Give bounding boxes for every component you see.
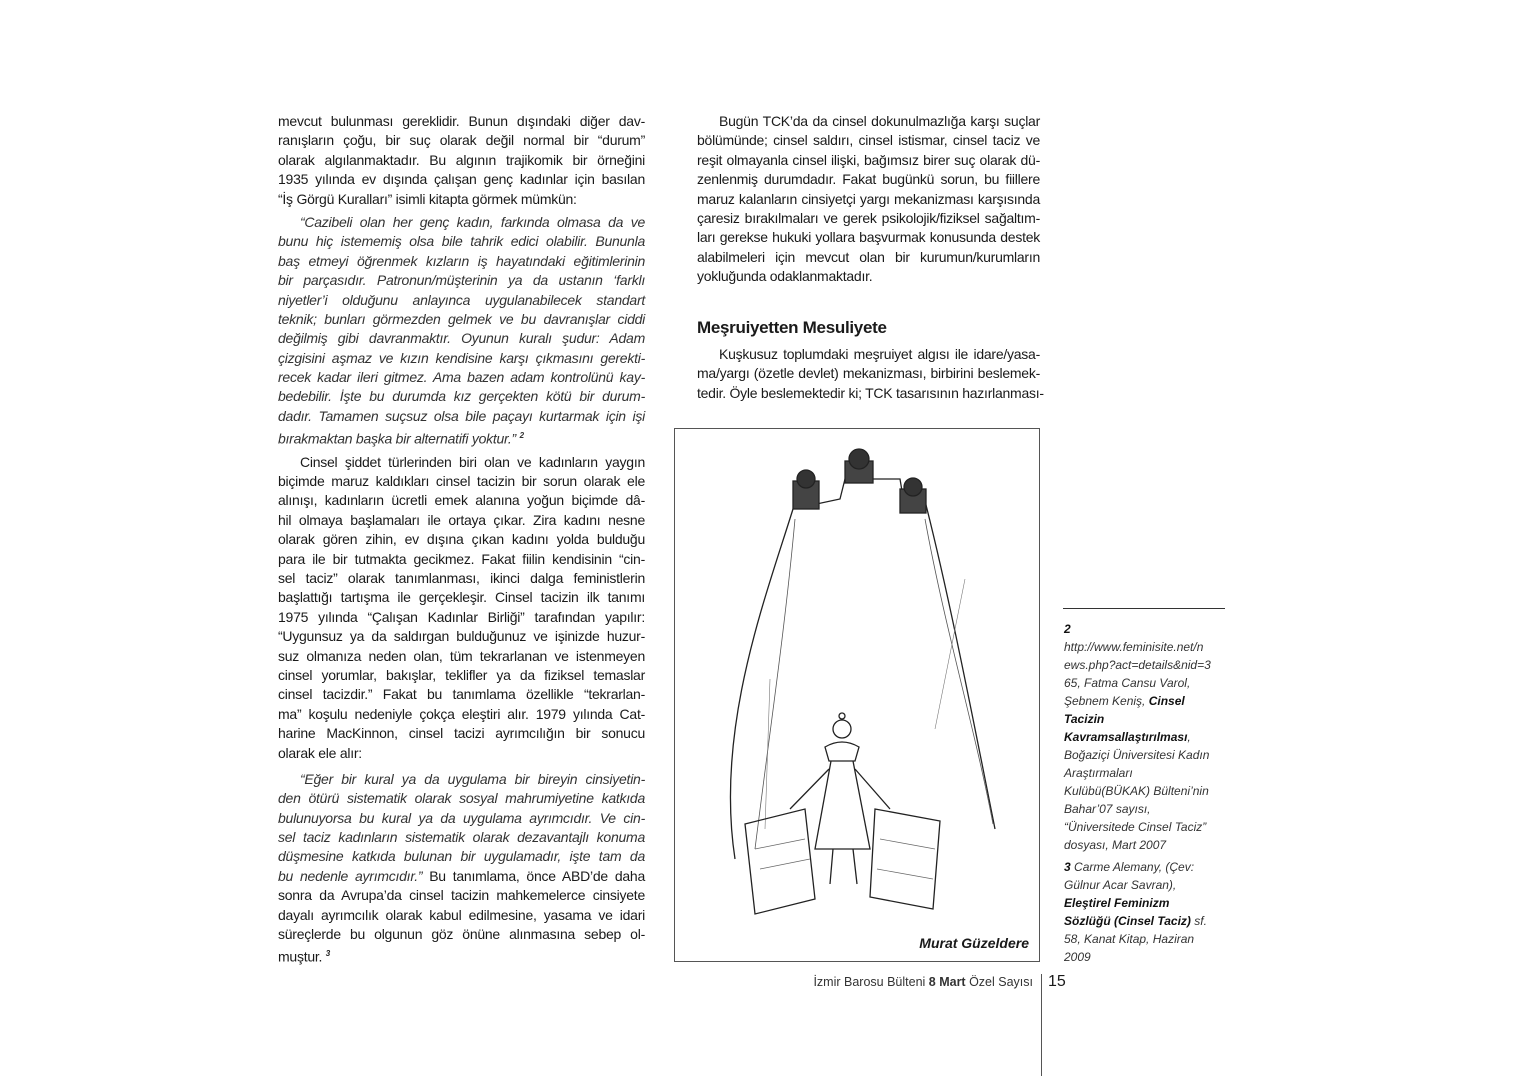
footnote-line: ews.php?act=details&nid=3 [1064, 658, 1211, 672]
cartoon-drawing [675, 429, 1039, 961]
footnote-line: http://www.feminisite.net/n [1064, 640, 1204, 654]
text-line: cinsel tacizdir.” Fakat bu tanımlama özellikle “tekrarlan- [278, 686, 645, 703]
text-line: ma” koşulu nedeniyle çokça eleştiri alır. 1979 yılında Cat- [278, 705, 645, 722]
text-line: bedebilir. İşte bu durumda kız gerçekten kötü bir durum- [278, 388, 645, 405]
text-line: olarak ele alır: [278, 744, 362, 761]
judge-figure-left [793, 470, 819, 509]
footnote-line: Gülnur Acar Savran), [1064, 878, 1177, 892]
paragraph [278, 453, 645, 763]
text-line: niyetler’i olduğunu anlayınca uygulanabilecek standart [278, 291, 645, 308]
text-line: Kuşkusuz toplumdaki meşruiyet algısı ile idare/yasa- [719, 346, 1040, 362]
quote-end-line [278, 867, 645, 886]
text: Cinsel [1148, 694, 1185, 708]
text-line: çaresiz bırakılmaları ve gerek psikolojik/fiziksel sağaltım- [697, 209, 1040, 226]
text-line: bunu hiç istememiş olsa bile tahrik edici olabilir. Bununla [278, 233, 645, 250]
right-column-continued [697, 345, 1044, 403]
wall-right [870, 809, 940, 909]
text-line: ları gerekse hukuki yollara başvurmak konusunda destek [697, 229, 1040, 246]
text-line: “Eğer bir kural ya da uygulama bir bireyin cinsiyetin- [300, 770, 645, 787]
left-column [278, 112, 645, 964]
page-number: 15 [1048, 973, 1066, 990]
wall-left [745, 809, 815, 914]
text-line: maruz kalanların cinsiyetçi yargı mekanizması karşısında [697, 190, 1040, 207]
text: Özel Sayısı [965, 975, 1033, 989]
text-line: cinsel yorumlar, bakışlar, teklifler ya da fiziksel temaslar [278, 666, 645, 683]
section-heading: Meşruiyetten Mesuliyete [697, 318, 887, 337]
text: , [1187, 730, 1191, 744]
text-line: para ile bir tutmakta gecikmez. Fakat fiilin kendisinin “cin- [278, 550, 645, 567]
footnotes [1064, 620, 1234, 966]
footnote-line [1064, 912, 1234, 930]
text-line: alabilmeleri için mevcut olan bir kurumun/kurumların [697, 248, 1040, 265]
text-line: değilmiş gibi davranmaktır. Oyunun kuralı şudur: Adam [278, 330, 645, 347]
cartoon-illustration [674, 428, 1040, 962]
footer-divider [1041, 974, 1042, 1076]
text-line: tedir. Öyle beslemektedir ki; TCK tasarısının hazırlanması- [697, 384, 1044, 401]
footnote-line: Boğaziçi Üniversitesi Kadın [1064, 748, 1210, 762]
footnote-number: 3 [1064, 860, 1071, 874]
text-line: sel taciz kadınların sistematik olarak dezavantajlı konuma [278, 829, 645, 846]
mountain-outline [730, 479, 995, 859]
text-line: baş etmeyi öğrenmek kızların iş hayatındaki eğitimlerinin [278, 252, 645, 269]
footnote-line: Bahar’07 sayısı, [1064, 802, 1151, 816]
text-line: teknik; bunları görmezden gelmek ve bu davranışlar ciddi [278, 310, 645, 327]
text-line: suz olmanıza neden olan, tüm tekrarlanan ve istenmeyen [278, 647, 645, 664]
footnote-line: Araştırmaları [1064, 766, 1133, 780]
cartoon-credit: Murat Güzeldere [919, 935, 1029, 951]
text-line: ranışların çoğu, bir suç olarak değil normal bir “durum” [278, 132, 645, 149]
footnote-line [1064, 858, 1234, 876]
woman-figure [790, 713, 890, 884]
text-line: dayalı ayrımcılık olarak kabul edilmesine, yasama ve idari [278, 906, 645, 923]
footnote-line: Kavramsallaştırılması [1064, 730, 1188, 744]
text-line: bulunuyorsa bu kural ya da uygulama ayrımcıdır. Ve cin- [278, 809, 645, 826]
footnote-line: 2009 [1064, 950, 1091, 964]
text-line: bölümünde; cinsel saldırı, cinsel istismar, cinsel taciz ve [697, 132, 1040, 149]
text-line: “Cazibeli olan her genç kadın, farkında olmasa da ve [300, 213, 645, 230]
text-line: 1935 yılında ev dışında çalışan genç kadınlar için basılan [278, 171, 645, 188]
text-line: recek kadar ileri gitmez. Ama bazen adam kontrolünü kay- [278, 369, 645, 386]
text: sf. [1190, 914, 1207, 928]
footnote-divider [1063, 608, 1225, 609]
footnote-line [1064, 692, 1234, 710]
text-line: ma/yargı (özetle devlet) mekanizması, birbirini beslemek- [697, 365, 1040, 382]
footnote-reference[interactable]: 2 [519, 431, 524, 441]
quote-text: bu nedenle ayrımcıdır.” [278, 867, 423, 884]
footnote-line: 65, Fatma Cansu Varol, [1064, 676, 1191, 690]
text-line: hil olmaya başlamaları ile ortaya çıkar. Zira kadını nesne [278, 511, 645, 528]
text: Şebnem Keniş, [1064, 694, 1149, 708]
text: Bu tanımlama, önce ABD’de daha [422, 867, 645, 884]
paragraph [697, 112, 1040, 287]
text-line: zenlenmiş durumdadır. Fakat bugünkü sorun, bu fiillere [697, 171, 1040, 188]
text-line: mevcut bulunması gereklidir. Bunun dışındaki diğer dav- [278, 113, 645, 129]
judge-figure-center [845, 449, 873, 483]
text-line: olarak algılanmaktadır. Bu algının trajikomik bir örneğini [278, 151, 645, 168]
text: Sözlüğü (Cinsel Taciz) [1064, 914, 1191, 928]
text-line: olarak gören zihin, ev dışına çıkan kadını yolda bulduğu [278, 531, 645, 548]
footer-publication [813, 975, 1033, 989]
quote-block [278, 770, 645, 867]
text-line: biçimde maruz kaldıkları cinsel tacizin bir sorun olarak ele [278, 473, 645, 490]
text: Carme Alemany, (Çev: [1070, 860, 1195, 874]
footnote-line: 58, Kanat Kitap, Haziran [1064, 932, 1195, 946]
judge-figure-right [900, 478, 926, 513]
text-line: Cinsel şiddet türlerinden biri olan ve kadınların yaygın [300, 453, 645, 470]
text-line: düşmesine katkıda bulunan bir uygulamadır, işte tam da [278, 848, 645, 865]
text-line: süreçlerde bu olgunun göz önüne alınmasına sebep ol- [278, 926, 645, 943]
text: 8 Mart [928, 975, 966, 989]
footnote-line: dosyası, Mart 2007 [1064, 838, 1167, 852]
text-line: çizgisini aşmaz ve kızın kendisine karşı çıkmasını gerekti- [278, 349, 645, 366]
text-line: yokluğunda odaklanmaktadır. [697, 268, 873, 285]
text-line: “İş Görgü Kuralları” isimli kitapta görmek mümkün: [278, 190, 577, 207]
text-line: reşit olmayanla cinsel ilişki, bağımsız birer suç olarak dü- [697, 151, 1040, 168]
paragraph [278, 886, 645, 964]
text-line: harine MacKinnon, cinsel tacizi ayrımcılığın bir sonucu [278, 725, 645, 742]
text-line: başlattığı tartışma ile gerçekleşir. Cinsel tacizin ilk tanımı [278, 589, 645, 606]
text-line: alınışı, kadınların ücretli emek alanına yoğun biçimde dâ- [278, 492, 645, 509]
footnote-line: Eleştirel Feminizm [1064, 896, 1170, 910]
footnote-reference[interactable]: 3 [325, 949, 330, 959]
text-line: “Uygunsuz ya da saldırgan bulduğunuz ve işinizde huzur- [278, 628, 645, 645]
footnote-line: “Üniversitede Cinsel Taciz” [1064, 820, 1207, 834]
paragraph [278, 112, 645, 209]
paragraph [697, 345, 1044, 403]
text-line [278, 944, 645, 966]
text-line: 1975 yılında “Çalışan Kadınlar Birliği” tarafından yapılır: [278, 608, 645, 625]
quote-block [278, 213, 645, 446]
text: bırakmaktan başka bir alternatifi yoktur.” [278, 430, 516, 447]
right-column [697, 112, 1040, 287]
text-line: Bugün TCK’da da cinsel dokunulmazlığa karşı suçlar [719, 113, 1040, 129]
text: İzmir Barosu Bülteni [813, 975, 929, 989]
text-line: den ötürü sistematik olarak sosyal mahrumiyetine katkıda [278, 790, 645, 807]
text: muştur. [278, 949, 323, 966]
text-line: sel taciz” olarak tanımlanması, ikinci dalga feministlerin [278, 569, 645, 586]
text-line: dadır. Tamamen suçsuz olsa bile paçayı kurtarmak için işi [278, 407, 645, 424]
text-line [278, 426, 645, 445]
text-line: bir parçasıdır. Patronun/müşterinin ya da ustanın ‘farklı [278, 272, 645, 289]
text-line: sonra da Avrupa’da cinsel tacizin mahkemelerce cinsiyete [278, 887, 645, 904]
footnote-line: Tacizin [1064, 712, 1105, 726]
footnote-number: 2 [1064, 622, 1071, 636]
footnote-line: Kulübü(BÜKAK) Bülteni’nin [1064, 784, 1209, 798]
